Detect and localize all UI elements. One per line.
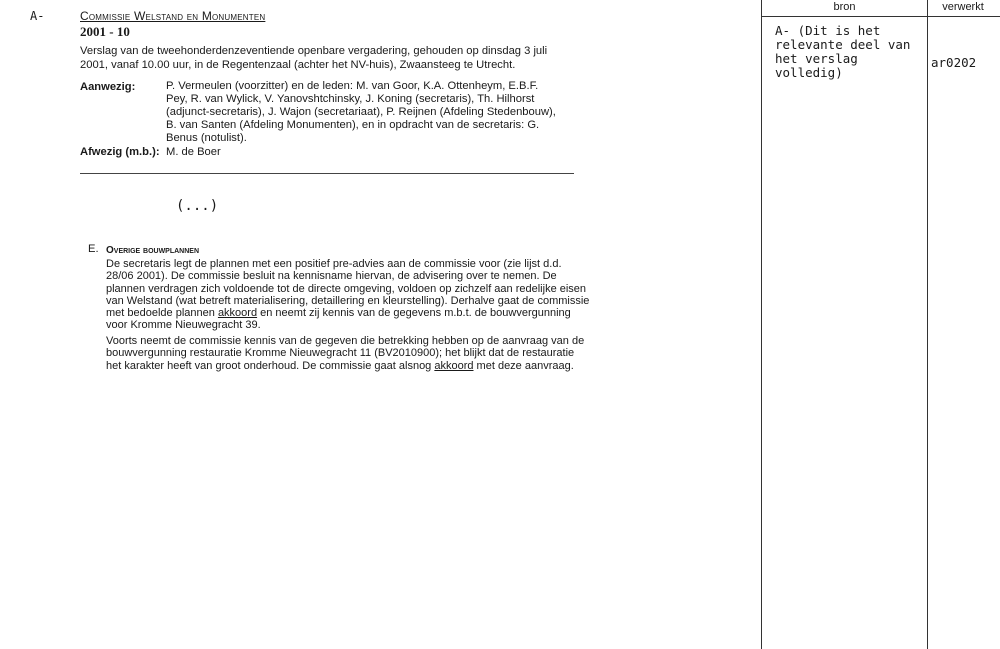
intro-paragraph: Verslag van de tweehonderdenzeventiende openbare vergadering, gehouden op dinsdag 3 juli 2001, vanaf 10.00 uur, in de Regentenzaal (achter het NV-huis), Zwaansteeg te Utrecht. (80, 45, 548, 71)
verwerkt-code: ar0202 (931, 55, 977, 70)
bron-note: A- (Dit is het relevante deel van het verslag volledig) (775, 23, 911, 80)
organization-title: Commissie Welstand en Monumenten (80, 9, 266, 23)
section-letter: E. (88, 243, 99, 255)
para2-text-end: met deze aanvraag. (473, 359, 574, 372)
table-left-border (761, 0, 762, 649)
section-title: Overige bouwplannen (106, 245, 200, 256)
para2-text-start: Voorts neemt de commissie kennis van de gegeven die betrekking hebben op de aanvraag van de bouwvergunning restauratie Kromme Nieuwegracht 11 (BV2010900); het blijkt dat de restauratie het karakter heeft van groot onderhoud. De commissie gaat alsnog (106, 335, 585, 372)
column-header-verwerkt: verwerkt (942, 1, 984, 13)
absent-label: Afwezig (m.b.): (80, 146, 160, 158)
para1-underlined: akkoord (217, 307, 258, 320)
section-paragraph-2 (106, 335, 591, 372)
separator-line (80, 173, 574, 174)
para1-text-end: en neemt zij kennis van de gegevens m.b.t. de bouwvergunning voor Kromme Nieuwegracht 39. (106, 307, 571, 332)
margin-marker: A- (30, 9, 45, 23)
meeting-number: 2001 - 10 (80, 24, 130, 39)
present-label: Aanwezig: (80, 81, 136, 93)
table-header-rule (761, 16, 1000, 17)
present-list: P. Vermeulen (voorzitter) en de leden: M. van Goor, K.A. Ottenheym, E.B.F. Pey, R. van Wylick, V. Yanovshtchinsky, J. Koning (secretaris), Th. Hilhorst (adjunct-secretaris), J. Wajon (secretariaat), P. Reijnen (Afdeling Stedenbouw), B. van Santen (Afdeling Monumenten), en in opdracht van de secretaris: G. Benus (notulist). (166, 80, 556, 144)
section-paragraph-1 (106, 258, 591, 332)
omission-marker: (...) (176, 198, 219, 214)
para2-underlined: akkoord (434, 359, 474, 372)
table-column-divider (927, 0, 928, 649)
para1-text-start: De secretaris legt de plannen met een positief pre-advies aan de commissie voor (zie lijst d.d. 28/06 2001). De commissie besluit na kennisname hiervan, de advisering over te nemen. De plannen verdragen zich voldoende tot de directe omgeving, voldoen op zichzelf aan redelijke eisen van Welstand (wat betreft materialisering, detaillering en kleurstelling). Derhalve gaat de commissie met bedoelde plannen (106, 258, 590, 320)
column-header-bron: bron (833, 1, 856, 13)
absent-list: M. de Boer (166, 146, 221, 158)
